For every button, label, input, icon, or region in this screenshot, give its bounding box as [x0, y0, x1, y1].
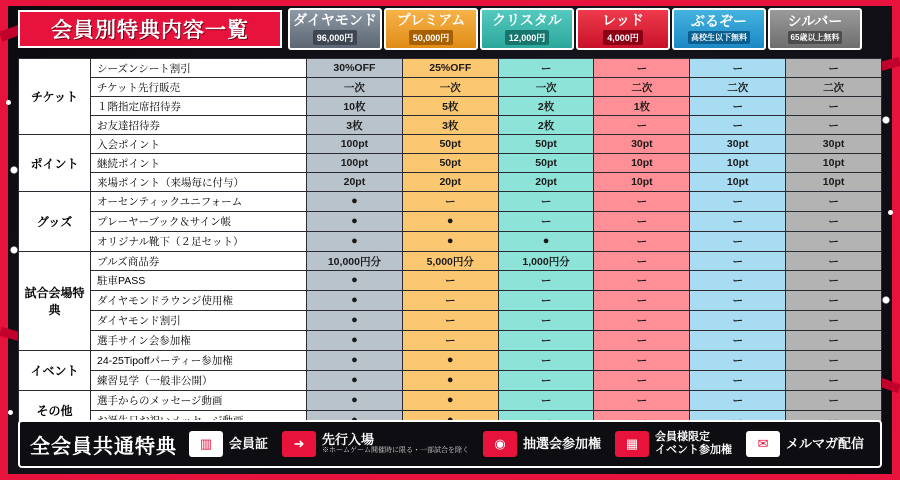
table-row — [19, 291, 882, 311]
benefit-value: 二次 — [786, 78, 882, 97]
benefit-value: ー — [498, 59, 594, 78]
common-perk-label — [229, 437, 268, 452]
tier-name: クリスタル — [492, 12, 562, 28]
benefit-value: ● — [307, 212, 403, 232]
lottery-icon: ◉ — [483, 431, 517, 457]
benefit-value: ー — [498, 351, 594, 371]
benefit-item-label: 選手サイン会参加権 — [91, 331, 307, 351]
decor-dot — [8, 410, 13, 415]
benefit-value: 50pt — [498, 154, 594, 173]
benefit-value: 3枚 — [402, 116, 498, 135]
benefit-value: 2枚 — [498, 116, 594, 135]
category-label: ポイント — [19, 135, 91, 192]
category-label: イベント — [19, 351, 91, 391]
footer-title: 全会員共通特典 — [30, 435, 177, 458]
tier-price: 12,000円 — [505, 30, 550, 45]
benefit-value: ー — [594, 252, 690, 271]
benefit-value: ● — [402, 371, 498, 391]
benefit-value: ー — [786, 371, 882, 391]
benefit-value: ー — [786, 271, 882, 291]
common-perk-label — [322, 433, 469, 456]
benefit-value: 100pt — [307, 135, 403, 154]
benefit-value: 1,000円分 — [498, 252, 594, 271]
tier-note: 65歳以上無料 — [788, 31, 843, 44]
tier-price: 96,000円 — [313, 30, 358, 45]
benefit-value: ー — [402, 331, 498, 351]
category-label: その他 — [19, 391, 91, 431]
benefit-value: ー — [594, 371, 690, 391]
benefit-value: ● — [307, 311, 403, 331]
benefit-item-label: 駐車PASS — [91, 271, 307, 291]
benefit-value: 3枚 — [307, 116, 403, 135]
benefit-value: 一次 — [402, 78, 498, 97]
tier-note: 高校生以下無料 — [688, 31, 750, 44]
benefit-item-label: 来場ポイント（来場毎に付与） — [91, 173, 307, 192]
decor-ribbon — [0, 474, 900, 480]
benefit-value: 1枚 — [594, 97, 690, 116]
benefit-value: ー — [594, 291, 690, 311]
benefit-value: 10pt — [690, 154, 786, 173]
common-perk — [189, 431, 268, 457]
table-row — [19, 271, 882, 291]
benefit-value: 10pt — [690, 173, 786, 192]
table-row — [19, 232, 882, 252]
common-perk-label — [655, 431, 732, 456]
table-row — [19, 78, 882, 97]
id-card-icon: ▥ — [189, 431, 223, 457]
benefit-value: ー — [594, 331, 690, 351]
benefit-value: 20pt — [498, 173, 594, 192]
common-perk-label-line1: メルマガ配信 — [786, 435, 865, 451]
common-perk — [615, 431, 732, 457]
benefit-value: ー — [786, 97, 882, 116]
benefit-item-label: １階指定席招待券 — [91, 97, 307, 116]
benefit-value: 30pt — [594, 135, 690, 154]
benefit-value: ー — [594, 116, 690, 135]
common-perk — [483, 431, 601, 457]
common-perk — [746, 431, 864, 457]
tier-header-crystal — [480, 8, 574, 50]
benefit-value: ー — [690, 291, 786, 311]
benefit-value: ● — [307, 232, 403, 252]
table-row — [19, 331, 882, 351]
benefit-item-label: 選手からのメッセージ動画 — [91, 391, 307, 411]
benefit-value: ー — [690, 232, 786, 252]
benefit-value: 10pt — [594, 154, 690, 173]
benefit-value: ● — [307, 271, 403, 291]
benefits-table — [18, 58, 882, 431]
benefit-value: 一次 — [498, 78, 594, 97]
tier-name: シルバー — [787, 13, 843, 29]
benefit-value: ー — [498, 311, 594, 331]
table-row — [19, 97, 882, 116]
benefit-value: ー — [786, 232, 882, 252]
decor-ribbon — [892, 0, 900, 480]
benefit-value: ー — [786, 331, 882, 351]
decor-dot — [888, 210, 893, 215]
table-row — [19, 252, 882, 271]
benefit-value: ● — [307, 331, 403, 351]
benefit-value: 30pt — [690, 135, 786, 154]
benefit-value: ー — [498, 371, 594, 391]
benefit-value: 25%OFF — [402, 59, 498, 78]
benefit-value: ー — [786, 59, 882, 78]
benefit-value: ー — [498, 331, 594, 351]
table-row — [19, 59, 882, 78]
table-row — [19, 135, 882, 154]
benefit-value: ー — [690, 97, 786, 116]
door-enter-icon: ➜ — [282, 431, 316, 457]
common-perk — [282, 431, 469, 457]
benefit-value: ー — [594, 59, 690, 78]
benefit-item-label: シーズンシート割引 — [91, 59, 307, 78]
benefit-value: 5枚 — [402, 97, 498, 116]
benefit-item-label: オリジナル靴下（２足セット） — [91, 232, 307, 252]
tier-price: 4,000円 — [603, 30, 643, 45]
table-row — [19, 311, 882, 331]
benefit-item-label: オーセンティックユニフォーム — [91, 192, 307, 212]
tier-header-burzo — [672, 8, 766, 50]
benefit-value: ー — [594, 212, 690, 232]
table-row — [19, 351, 882, 371]
benefit-value: ー — [786, 252, 882, 271]
tier-name: プレミアム — [396, 12, 466, 28]
benefit-value: 10,000円分 — [307, 252, 403, 271]
benefit-value: 10pt — [786, 173, 882, 192]
common-perk-label-line1: 先行入場 — [322, 431, 375, 447]
benefit-value: ー — [594, 192, 690, 212]
table-row — [19, 212, 882, 232]
benefit-value: ー — [786, 212, 882, 232]
tier-name: レッド — [602, 12, 644, 28]
benefit-value: ● — [402, 391, 498, 411]
tier-header-silver — [768, 8, 862, 50]
benefits-table-wrap — [18, 58, 882, 431]
benefit-value: ー — [594, 351, 690, 371]
mail-icon: ✉ — [746, 431, 780, 457]
benefit-value: 50pt — [498, 135, 594, 154]
benefit-item-label: プレーヤーブック＆サイン帳 — [91, 212, 307, 232]
tier-name: ダイヤモンド — [293, 12, 377, 28]
benefit-item-label: 継続ポイント — [91, 154, 307, 173]
benefit-value: ー — [498, 212, 594, 232]
benefit-value: 100pt — [307, 154, 403, 173]
benefit-value: ー — [690, 59, 786, 78]
benefit-value: ー — [498, 291, 594, 311]
benefit-item-label: 24-25Tipoffパーティー参加権 — [91, 351, 307, 371]
common-perk-label — [523, 437, 601, 452]
page-title — [18, 10, 282, 48]
benefit-value: ● — [307, 192, 403, 212]
benefit-value: ー — [690, 212, 786, 232]
benefit-value: ー — [402, 192, 498, 212]
benefit-value: 一次 — [307, 78, 403, 97]
benefit-value: ー — [786, 116, 882, 135]
benefit-value: ー — [690, 252, 786, 271]
benefit-value: ー — [498, 192, 594, 212]
benefit-value: ー — [594, 311, 690, 331]
calendar-icon: ▦ — [615, 431, 649, 457]
benefit-value: ● — [402, 232, 498, 252]
table-row — [19, 154, 882, 173]
page-title-text: 会員別特典内容一覧 — [51, 19, 249, 42]
benefit-value: ー — [690, 371, 786, 391]
benefit-value: ー — [402, 311, 498, 331]
benefit-value: ● — [307, 291, 403, 311]
benefit-value: 50pt — [402, 154, 498, 173]
benefit-item-label: ダイヤモンド割引 — [91, 311, 307, 331]
common-perk-label-line1: 会員証 — [229, 435, 269, 451]
common-perk-label-line1: 会員様限定 — [655, 431, 711, 444]
common-perk-note: ※ホームゲーム開催時に限る・一部試合を除く — [322, 447, 470, 455]
benefit-value: 30%OFF — [307, 59, 403, 78]
benefit-value: 2枚 — [498, 97, 594, 116]
tier-header-red — [576, 8, 670, 50]
benefit-value: 10枚 — [307, 97, 403, 116]
table-row — [19, 391, 882, 411]
benefit-value: ー — [498, 391, 594, 411]
benefit-value: ● — [402, 351, 498, 371]
benefit-value: 20pt — [307, 173, 403, 192]
benefit-value: ● — [307, 351, 403, 371]
tier-price: 50,000円 — [409, 30, 454, 45]
benefit-item-label: 入会ポイント — [91, 135, 307, 154]
common-benefits-footer — [18, 420, 882, 468]
decor-dot — [6, 100, 11, 105]
benefit-value: 50pt — [402, 135, 498, 154]
common-perk-label-line2: イベント参加権 — [655, 444, 733, 456]
benefit-value: ー — [690, 116, 786, 135]
benefit-value: ● — [498, 232, 594, 252]
benefit-value: ー — [690, 271, 786, 291]
table-row — [19, 116, 882, 135]
tier-header-diamond — [288, 8, 382, 50]
benefit-value: ー — [786, 192, 882, 212]
category-label: 試合会場特典 — [19, 252, 91, 351]
benefit-value: ● — [307, 371, 403, 391]
benefit-value: ● — [402, 212, 498, 232]
benefit-value: ー — [786, 351, 882, 371]
benefit-item-label: ブルズ商品券 — [91, 252, 307, 271]
tier-name: ぶるぞー — [691, 13, 747, 29]
category-label: チケット — [19, 59, 91, 135]
benefit-value: ー — [786, 311, 882, 331]
benefit-value: 5,000円分 — [402, 252, 498, 271]
benefit-value: ー — [690, 391, 786, 411]
benefit-value: 30pt — [786, 135, 882, 154]
benefit-value: ー — [786, 291, 882, 311]
benefit-value: ー — [594, 391, 690, 411]
benefit-item-label: チケット先行販売 — [91, 78, 307, 97]
benefit-value: ー — [498, 271, 594, 291]
category-label: グッズ — [19, 192, 91, 252]
benefit-value: 10pt — [594, 173, 690, 192]
table-row — [19, 173, 882, 192]
benefit-value: 二次 — [690, 78, 786, 97]
benefit-value: ー — [786, 391, 882, 411]
decor-ribbon — [0, 0, 8, 480]
benefit-value: ー — [594, 232, 690, 252]
benefit-value: 10pt — [786, 154, 882, 173]
benefit-value: 二次 — [594, 78, 690, 97]
benefit-value: ー — [402, 291, 498, 311]
benefit-item-label: お友達招待券 — [91, 116, 307, 135]
benefit-value: ー — [402, 271, 498, 291]
benefit-value: 20pt — [402, 173, 498, 192]
tier-header-premium — [384, 8, 478, 50]
benefit-value: ー — [690, 311, 786, 331]
benefit-value: ー — [690, 331, 786, 351]
benefit-value: ー — [690, 351, 786, 371]
poster-header — [0, 0, 900, 56]
benefit-value: ● — [307, 391, 403, 411]
benefit-item-label: 練習見学（一般非公開） — [91, 371, 307, 391]
table-row — [19, 371, 882, 391]
benefit-item-label: ダイヤモンドラウンジ使用権 — [91, 291, 307, 311]
benefit-value: ー — [594, 271, 690, 291]
table-row — [19, 192, 882, 212]
benefit-value: ー — [690, 192, 786, 212]
common-perk-label — [786, 437, 864, 452]
common-perk-label-line1: 抽選会参加権 — [523, 435, 602, 451]
